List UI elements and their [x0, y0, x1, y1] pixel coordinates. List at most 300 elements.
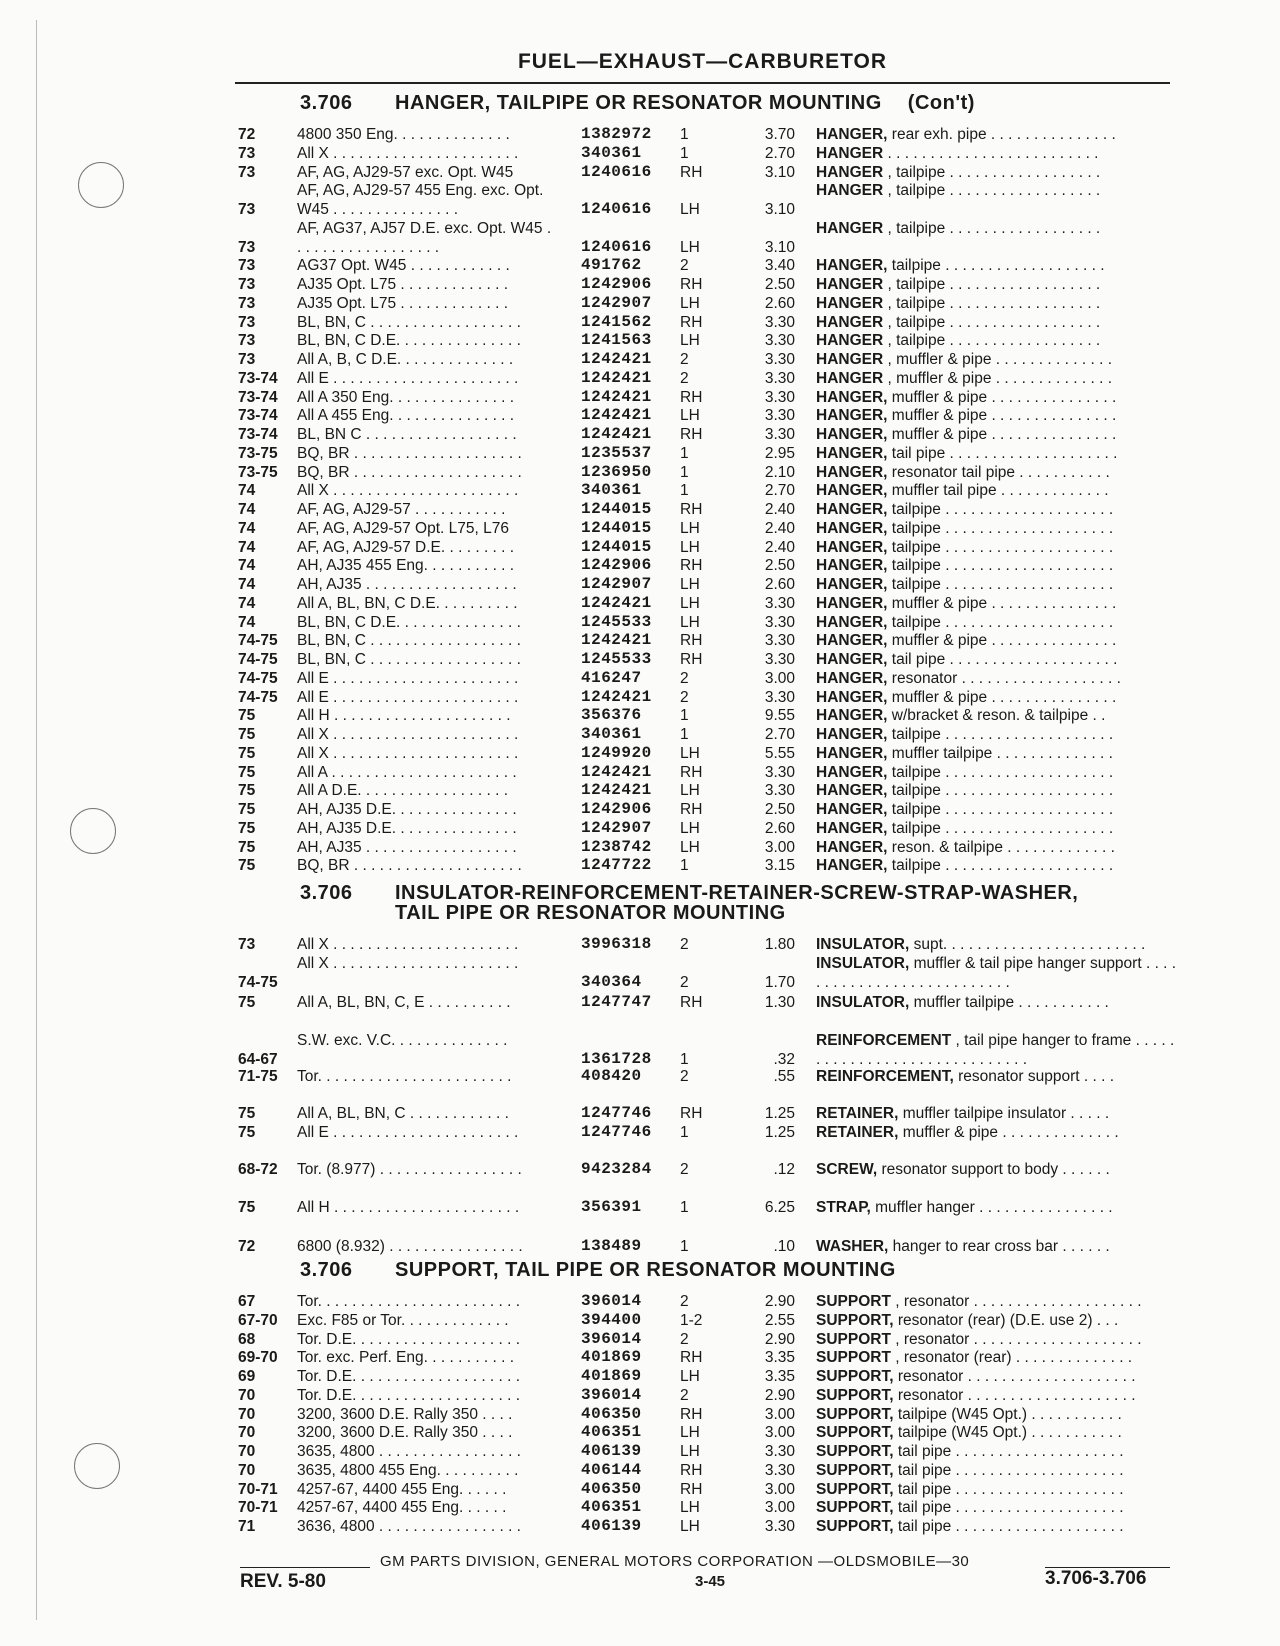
price: 2.70	[764, 145, 795, 162]
table-row	[0, 1104, 1280, 1123]
price: 3.30	[764, 389, 795, 406]
price: 3.00	[764, 1406, 795, 1423]
model-year: 73-75	[238, 445, 278, 462]
model-year: 74	[238, 539, 256, 556]
price: 2.55	[764, 1312, 795, 1329]
description	[816, 613, 1178, 632]
quantity: LH	[680, 239, 700, 256]
part-number: 1242907	[581, 294, 652, 312]
price: 2.60	[764, 820, 795, 837]
description-detail: tailpipe . . . . . . . . . . . . . . . . . . . .	[887, 520, 1114, 537]
description	[816, 706, 1178, 725]
model-year: 67	[238, 1293, 256, 1310]
table-row	[0, 688, 1280, 707]
part-number: 416247	[581, 669, 642, 687]
model-year: 73	[238, 314, 256, 331]
part-number: 1247722	[581, 856, 652, 874]
application: 3635, 4800 455 Eng. . . . . . . . . .	[297, 1462, 519, 1479]
description	[816, 1405, 1178, 1424]
price: 2.70	[764, 482, 795, 499]
description-keyword: SUPPORT,	[816, 1518, 894, 1535]
description	[816, 1104, 1178, 1123]
application: All X . . . . . . . . . . . . . . . . . . . . . .	[297, 726, 519, 743]
application: All A, BL, BN, C, E . . . . . . . . . .	[297, 994, 511, 1011]
description-detail: resonator tail pipe . . . . . . . . . . .	[887, 464, 1110, 481]
description-detail: resonator . . . . . . . . . . . . . . . . . . .	[887, 670, 1121, 687]
quantity: 1	[680, 857, 689, 874]
price: 3.30	[764, 614, 795, 631]
description-keyword: INSULATOR,	[816, 994, 910, 1011]
model-year: 69	[238, 1368, 256, 1385]
model-year: 75	[238, 782, 256, 799]
application: All E . . . . . . . . . . . . . . . . . . . . . .	[297, 370, 519, 387]
application: AG37 Opt. W45 . . . . . . . . . . . .	[297, 257, 510, 274]
model-year: 70-71	[238, 1481, 278, 1498]
price: 3.00	[764, 670, 795, 687]
application: 4800 350 Eng. . . . . . . . . . . . . .	[297, 126, 510, 143]
table-row	[0, 613, 1280, 632]
part-number: 1240616	[581, 163, 652, 181]
description	[816, 275, 1178, 294]
model-year: 74-75	[238, 974, 278, 991]
application: BL, BN, C D.E. . . . . . . . . . . . . . .	[297, 332, 521, 349]
price: 3.30	[764, 651, 795, 668]
quantity: RH	[680, 501, 703, 518]
model-year: 75	[238, 707, 256, 724]
table-row	[0, 594, 1280, 613]
quantity: LH	[680, 745, 700, 762]
description-keyword: RETAINER,	[816, 1124, 899, 1141]
application: BQ, BR . . . . . . . . . . . . . . . . . . . .	[297, 464, 522, 481]
description	[816, 163, 1178, 182]
table-row	[0, 388, 1280, 407]
quantity: LH	[680, 614, 700, 631]
model-year: 73	[238, 351, 256, 368]
price: 3.30	[764, 314, 795, 331]
description	[816, 1386, 1178, 1405]
description-detail: muffler tailpipe insulator . . . . .	[898, 1105, 1110, 1122]
part-number: 340361	[581, 725, 642, 743]
description-detail: . . . . . . . . . . . . . . . . . . . . . . . . .	[883, 145, 1099, 162]
description-detail: muffler & pipe . . . . . . . . . . . . . . .	[887, 632, 1117, 649]
description	[816, 294, 1178, 313]
quantity: 2	[680, 689, 689, 706]
description	[816, 556, 1178, 575]
table-row	[0, 935, 1280, 954]
table-row	[0, 1198, 1280, 1217]
description-keyword: HANGER,	[816, 426, 888, 443]
part-number: 1242906	[581, 800, 652, 818]
part-number: 1361728	[581, 1050, 652, 1068]
price: 3.40	[764, 257, 795, 274]
description-keyword: HANGER,	[816, 557, 888, 574]
description	[816, 331, 1178, 350]
description-detail: tailpipe (W45 Opt.) . . . . . . . . . . .	[893, 1424, 1122, 1441]
price: .32	[773, 1051, 795, 1068]
table-row	[0, 706, 1280, 725]
part-number: 1235537	[581, 444, 652, 462]
model-year: 73	[238, 201, 256, 218]
model-year: 74-75	[238, 689, 278, 706]
application: BL, BN, C . . . . . . . . . . . . . . . . . .	[297, 314, 521, 331]
part-number: 406351	[581, 1423, 642, 1441]
description-keyword: HANGER	[816, 351, 884, 368]
description-detail: supt. . . . . . . . . . . . . . . . . . . . . . . .	[909, 936, 1146, 953]
price: 3.00	[764, 1481, 795, 1498]
part-number: 1242421	[581, 631, 652, 649]
quantity: LH	[680, 839, 700, 856]
model-year: 64-67	[238, 1051, 278, 1068]
quantity: RH	[680, 164, 703, 181]
description	[816, 369, 1178, 388]
price: 2.40	[764, 501, 795, 518]
description-keyword: HANGER,	[816, 445, 888, 462]
application: All X . . . . . . . . . . . . . . . . . . . . . .	[297, 955, 519, 972]
description	[816, 594, 1178, 613]
table-row	[0, 1330, 1280, 1349]
description-detail: , resonator . . . . . . . . . . . . . . . . . . . .	[890, 1293, 1142, 1310]
table-row	[0, 406, 1280, 425]
description-detail: w/bracket & reson. & tailpipe . .	[887, 707, 1106, 724]
model-year: 73	[238, 239, 256, 256]
description-keyword: HANGER	[816, 145, 884, 162]
page-title: FUEL—EXHAUST—CARBURETOR	[517, 50, 888, 73]
footer-rule	[240, 1567, 370, 1568]
application: BL, BN, C . . . . . . . . . . . . . . . . . .	[297, 632, 521, 649]
description-keyword: SUPPORT,	[816, 1312, 894, 1329]
application: AH, AJ35 . . . . . . . . . . . . . . . . . .	[297, 839, 517, 856]
table-row	[0, 819, 1280, 838]
model-year: 73	[238, 164, 256, 181]
table-row	[0, 313, 1280, 332]
application: All X . . . . . . . . . . . . . . . . . . . . . .	[297, 482, 519, 499]
quantity: LH	[680, 1518, 700, 1535]
table-row	[0, 763, 1280, 782]
quantity: LH	[680, 201, 700, 218]
price: 2.90	[764, 1331, 795, 1348]
description-keyword: INSULATOR,	[816, 955, 910, 972]
description-detail: tailpipe . . . . . . . . . . . . . . . . . . . .	[887, 501, 1114, 518]
table-row	[0, 1348, 1280, 1367]
description	[816, 781, 1178, 800]
application: All A . . . . . . . . . . . . . . . . . . . . . .	[297, 764, 517, 781]
description-keyword: HANGER,	[816, 576, 888, 593]
description-detail: , tailpipe . . . . . . . . . . . . . . . . . .	[883, 220, 1101, 237]
model-year: 73-74	[238, 407, 278, 424]
price: 3.35	[764, 1349, 795, 1366]
section-heading: INSULATOR-REINFORCEMENT-RETAINER-SCREW-STRAP-WASHER,	[395, 882, 1079, 904]
price: 2.60	[764, 576, 795, 593]
quantity: LH	[680, 576, 700, 593]
application: Tor. exc. Perf. Eng. . . . . . . . . . .	[297, 1349, 515, 1366]
description-detail: , tailpipe . . . . . . . . . . . . . . . . . .	[883, 182, 1101, 199]
quantity: RH	[680, 557, 703, 574]
part-number: 1241563	[581, 331, 652, 349]
description	[816, 425, 1178, 444]
description-keyword: HANGER,	[816, 801, 888, 818]
model-year: 74	[238, 614, 256, 631]
table-row	[0, 781, 1280, 800]
price: 3.30	[764, 595, 795, 612]
table-row	[0, 1031, 1280, 1069]
application: All E . . . . . . . . . . . . . . . . . . . . . .	[297, 1124, 519, 1141]
application: AH, AJ35 D.E. . . . . . . . . . . . . . .	[297, 820, 517, 837]
application: All A D.E. . . . . . . . . . . . . . . . . .	[297, 782, 509, 799]
model-year: 70	[238, 1424, 256, 1441]
model-year: 73-74	[238, 370, 278, 387]
application: 3636, 4800 . . . . . . . . . . . . . . . . .	[297, 1518, 521, 1535]
description	[816, 1292, 1178, 1311]
model-year: 75	[238, 994, 256, 1011]
description-detail: tailpipe . . . . . . . . . . . . . . . . . . . .	[887, 557, 1114, 574]
table-row	[0, 744, 1280, 763]
price: 3.00	[764, 1424, 795, 1441]
quantity: 2	[680, 1161, 689, 1178]
application: BQ, BR . . . . . . . . . . . . . . . . . . . .	[297, 445, 522, 462]
application: Exc. F85 or Tor. . . . . . . . . . . . .	[297, 1312, 509, 1329]
description-detail: tail pipe . . . . . . . . . . . . . . . . . . . .	[887, 445, 1118, 462]
model-year: 73	[238, 276, 256, 293]
part-number: 1244015	[581, 519, 652, 537]
model-year: 74-75	[238, 632, 278, 649]
quantity: 1	[680, 482, 689, 499]
application: All A 350 Eng. . . . . . . . . . . . . . .	[297, 389, 515, 406]
table-row	[0, 1461, 1280, 1480]
quantity: 1	[680, 1124, 689, 1141]
description-keyword: HANGER,	[816, 595, 888, 612]
model-year: 75	[238, 839, 256, 856]
description	[816, 181, 1178, 200]
description-keyword: SUPPORT,	[816, 1368, 894, 1385]
section-heading: SUPPORT, TAIL PIPE OR RESONATOR MOUNTING	[395, 1259, 896, 1281]
table-row	[0, 1498, 1280, 1517]
description-keyword: HANGER,	[816, 407, 888, 424]
description-keyword: HANGER,	[816, 782, 888, 799]
description-detail: muffler & pipe . . . . . . . . . . . . . .	[898, 1124, 1119, 1141]
part-number: 406351	[581, 1498, 642, 1516]
application: 4257-67, 4400 455 Eng. . . . . .	[297, 1481, 507, 1498]
quantity: 1	[680, 464, 689, 481]
description	[816, 388, 1178, 407]
price: 3.30	[764, 370, 795, 387]
description	[816, 631, 1178, 650]
price: 1.80	[764, 936, 795, 953]
part-number: 1242421	[581, 594, 652, 612]
model-year: 75	[238, 1124, 256, 1141]
part-number: 408420	[581, 1067, 642, 1085]
price: 2.50	[764, 801, 795, 818]
model-year: 68-72	[238, 1161, 278, 1178]
table-row	[0, 163, 1280, 182]
description-detail: muffler & tail pipe hanger support . . . . . . . . . . . . . . . . . . . . . . . . . . .	[816, 955, 1177, 991]
part-number: 1242906	[581, 275, 652, 293]
application: BL, BN, C . . . . . . . . . . . . . . . . . .	[297, 651, 521, 668]
application: AH, AJ35 D.E. . . . . . . . . . . . . . .	[297, 801, 517, 818]
description-detail: resonator support . . . .	[953, 1068, 1115, 1085]
quantity: RH	[680, 1406, 703, 1423]
description-detail: , tailpipe . . . . . . . . . . . . . . . . . .	[883, 295, 1101, 312]
table-row	[0, 650, 1280, 669]
description-keyword: HANGER,	[816, 745, 888, 762]
description	[816, 725, 1178, 744]
description	[816, 650, 1178, 669]
table-row	[0, 500, 1280, 519]
table-row	[0, 1067, 1280, 1086]
part-number: 406350	[581, 1480, 642, 1498]
description-detail: resonator support to body . . . . . .	[877, 1161, 1110, 1178]
model-year: 68	[238, 1331, 256, 1348]
quantity: LH	[680, 1368, 700, 1385]
description-keyword: HANGER	[816, 370, 884, 387]
part-number: 1382972	[581, 125, 652, 143]
part-number: 1242421	[581, 369, 652, 387]
part-number: 356391	[581, 1198, 642, 1216]
description-detail: , tailpipe . . . . . . . . . . . . . . . . . .	[883, 314, 1101, 331]
part-number: 340361	[581, 481, 642, 499]
application: Tor. D.E. . . . . . . . . . . . . . . . . . . .	[297, 1368, 521, 1385]
description-keyword: SUPPORT,	[816, 1443, 894, 1460]
application: Tor. . . . . . . . . . . . . . . . . . . . . . . .	[297, 1293, 521, 1310]
description	[816, 1517, 1178, 1536]
table-row	[0, 256, 1280, 275]
part-number: 1249920	[581, 744, 652, 762]
description	[816, 1461, 1178, 1480]
description-detail: muffler & pipe . . . . . . . . . . . . . . .	[887, 595, 1117, 612]
quantity: 1	[680, 1199, 689, 1216]
table-row	[0, 1405, 1280, 1424]
application: BQ, BR . . . . . . . . . . . . . . . . . . . .	[297, 857, 522, 874]
part-number: 1242421	[581, 781, 652, 799]
quantity: LH	[680, 332, 700, 349]
price: 3.30	[764, 1443, 795, 1460]
description-keyword: HANGER,	[816, 126, 888, 143]
description-detail: muffler tailpipe . . . . . . . . . . . . . .	[887, 745, 1113, 762]
model-year: 74	[238, 501, 256, 518]
part-number: 1240616	[581, 238, 652, 256]
quantity: 2	[680, 257, 689, 274]
description-keyword: HANGER,	[816, 707, 888, 724]
model-year: 71	[238, 1518, 256, 1535]
description-keyword: SUPPORT	[816, 1331, 891, 1348]
quantity: 1	[680, 1238, 689, 1255]
quantity: RH	[680, 314, 703, 331]
description-detail: tail pipe . . . . . . . . . . . . . . . . . . . .	[893, 1481, 1124, 1498]
part-number: 1244015	[581, 538, 652, 556]
description-detail: tailpipe . . . . . . . . . . . . . . . . . . . .	[887, 614, 1114, 631]
part-number: 9423284	[581, 1160, 652, 1178]
description-keyword: HANGER,	[816, 501, 888, 518]
description	[816, 838, 1178, 857]
price: 2.90	[764, 1293, 795, 1310]
application: All H . . . . . . . . . . . . . . . . . . . . .	[297, 707, 511, 724]
description-detail: , muffler & pipe . . . . . . . . . . . . . .	[883, 370, 1113, 387]
application: AF, AG, AJ29-57 . . . . . . . . . . .	[297, 501, 506, 518]
description-keyword: HANGER	[816, 295, 884, 312]
quantity: 1	[680, 726, 689, 743]
table-row	[0, 838, 1280, 857]
table-row	[0, 725, 1280, 744]
description-keyword: INSULATOR,	[816, 936, 910, 953]
quantity: 2	[680, 670, 689, 687]
quantity: RH	[680, 1349, 703, 1366]
quantity: 2	[680, 974, 689, 991]
continued-label: (Con't)	[907, 92, 975, 114]
description-detail: tail pipe . . . . . . . . . . . . . . . . . . . .	[893, 1443, 1124, 1460]
quantity: RH	[680, 801, 703, 818]
application: AF, AG, AJ29-57 D.E. . . . . . . . .	[297, 539, 515, 556]
application: 3635, 4800 . . . . . . . . . . . . . . . . .	[297, 1443, 521, 1460]
application: AF, AG, AJ29-57 Opt. L75, L76	[297, 520, 509, 537]
quantity: 1-2	[680, 1312, 703, 1329]
price: 2.95	[764, 445, 795, 462]
description-keyword: HANGER,	[816, 839, 888, 856]
description-detail: , tailpipe . . . . . . . . . . . . . . . . . .	[883, 164, 1101, 181]
price: 3.00	[764, 839, 795, 856]
application: All H . . . . . . . . . . . . . . . . . . . . . .	[297, 1199, 520, 1216]
model-year: 72	[238, 1238, 256, 1255]
description-keyword: HANGER,	[816, 764, 888, 781]
price: 3.30	[764, 407, 795, 424]
table-row	[0, 1292, 1280, 1311]
table-row	[0, 993, 1280, 1012]
quantity: 1	[680, 145, 689, 162]
model-year: 73-74	[238, 389, 278, 406]
part-number: 356376	[581, 706, 642, 724]
application: Tor. D.E. . . . . . . . . . . . . . . . . . . .	[297, 1387, 521, 1404]
section-heading: HANGER, TAILPIPE OR RESONATOR MOUNTING	[395, 92, 882, 114]
price: 1.70	[764, 974, 795, 991]
application: Tor. D.E. . . . . . . . . . . . . . . . . . . .	[297, 1331, 521, 1348]
part-number: 1242907	[581, 819, 652, 837]
model-year: 75	[238, 820, 256, 837]
part-number: 340364	[581, 973, 642, 991]
description-detail: tailpipe . . . . . . . . . . . . . . . . . . . .	[887, 782, 1114, 799]
model-year: 75	[238, 1105, 256, 1122]
part-number: 138489	[581, 1237, 642, 1255]
price: 3.30	[764, 632, 795, 649]
description	[816, 1123, 1178, 1142]
table-row	[0, 1123, 1280, 1142]
section-title	[300, 1260, 896, 1280]
description	[816, 763, 1178, 782]
part-number: 1242421	[581, 388, 652, 406]
quantity: LH	[680, 520, 700, 537]
price: 3.35	[764, 1368, 795, 1385]
part-number: 406350	[581, 1405, 642, 1423]
description	[816, 1237, 1178, 1256]
description-detail: tailpipe . . . . . . . . . . . . . . . . . . . .	[887, 857, 1114, 874]
price: 3.30	[764, 351, 795, 368]
description-detail: , muffler & pipe . . . . . . . . . . . . . .	[883, 351, 1113, 368]
application: S.W. exc. V.C. . . . . . . . . . . . . .	[297, 1032, 508, 1049]
description	[816, 1311, 1178, 1330]
quantity: RH	[680, 389, 703, 406]
description	[816, 935, 1178, 954]
description-detail: tailpipe . . . . . . . . . . . . . . . . . . . .	[887, 820, 1114, 837]
quantity: 2	[680, 1068, 689, 1085]
quantity: RH	[680, 651, 703, 668]
quantity: LH	[680, 295, 700, 312]
description-detail: , resonator . . . . . . . . . . . . . . . . . . . .	[890, 1331, 1142, 1348]
part-number: 1241562	[581, 313, 652, 331]
model-year: 70	[238, 1462, 256, 1479]
description-keyword: HANGER	[816, 182, 884, 199]
description	[816, 575, 1178, 594]
price: 2.70	[764, 726, 795, 743]
price: 3.70	[764, 126, 795, 143]
model-year: 73	[238, 936, 256, 953]
part-number: 1236950	[581, 463, 652, 481]
